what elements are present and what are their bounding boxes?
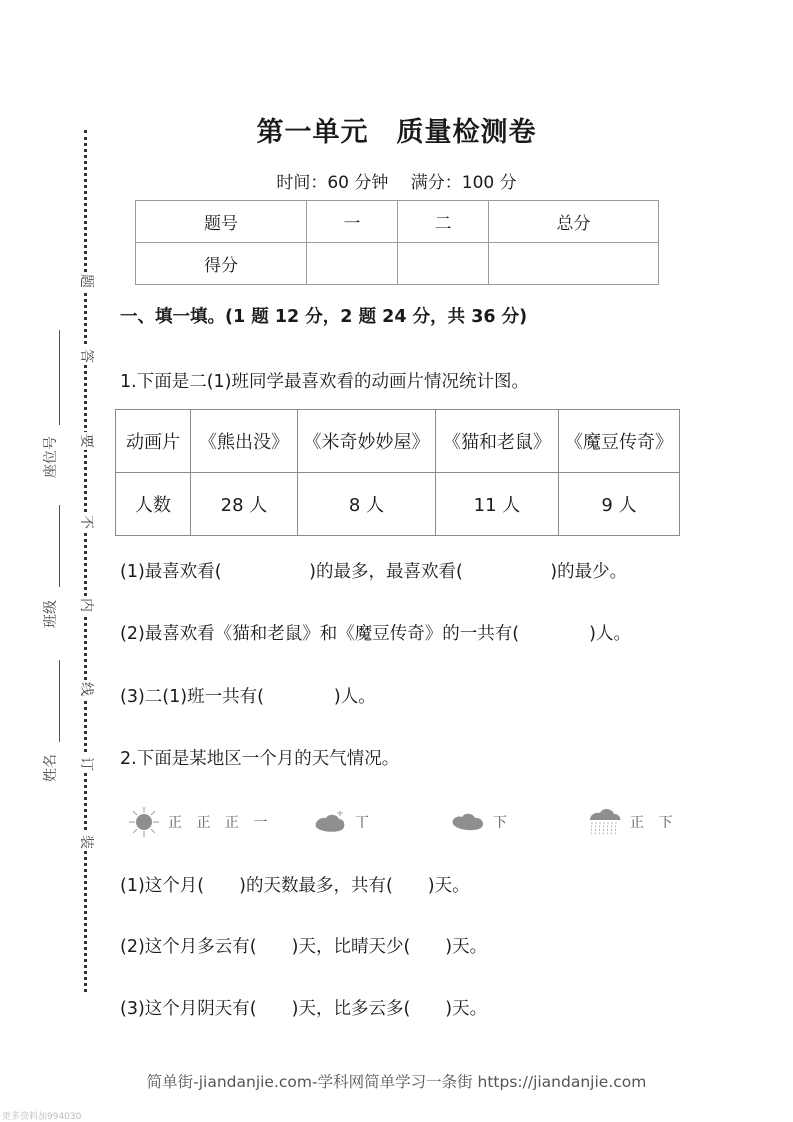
name-label: 姓名 (43, 754, 59, 782)
score-cell[interactable] (489, 243, 659, 285)
class-label: 班级 (43, 600, 59, 628)
seat-number-label: 座位号 (43, 436, 59, 478)
column-header: 二 (398, 201, 489, 243)
page-title: 第一单元 质量检测卷 (256, 117, 537, 148)
footer-watermark: 简单街-jiandanjie.com-学科网简单学习一条街 https://jiandanjie.com (146, 1073, 647, 1091)
cartoon-name: 《猫和老鼠》 (436, 410, 559, 473)
question-1-prompt: 1.下面是二(1)班同学最喜欢看的动画片情况统计图。 (120, 372, 529, 392)
cartoon-table (115, 409, 680, 536)
margin-char: 要 (78, 434, 94, 448)
margin-char: 订 (78, 757, 94, 771)
count-cell: 8 人 (298, 473, 436, 536)
count-cell: 9 人 (559, 473, 680, 536)
binding-dotted-line (84, 130, 87, 992)
tally-marks: 正 下 (630, 815, 678, 831)
margin-char: 装 (78, 835, 94, 849)
margin-char: 答 (78, 349, 94, 363)
name-line[interactable] (59, 660, 60, 742)
question-1-sub-1[interactable]: (1)最喜欢看( )的最多，最喜欢看( )的最少。 (120, 562, 628, 582)
question-2-sub-2[interactable]: (2)这个月多云有( )天，比晴天少( )天。 (120, 937, 488, 957)
weather-overcast (451, 800, 512, 844)
weather-sunny (128, 800, 272, 844)
question-1-sub-2[interactable]: (2)最喜欢看《猫和老鼠》和《魔豆传奇》的一共有( )人。 (120, 624, 631, 644)
count-cell: 11 人 (436, 473, 559, 536)
row-header: 动画片 (116, 410, 191, 473)
tally-marks: 丅 (355, 815, 374, 831)
cartoon-name: 《熊出没》 (191, 410, 298, 473)
table-row (116, 410, 680, 473)
section-heading: 一、填一填。(1 题 12 分，2 题 24 分，共 36 分) (120, 307, 528, 327)
question-1-sub-3[interactable]: (3)二(1)班一共有( )人。 (120, 687, 376, 707)
cartoon-name: 《魔豆传奇》 (559, 410, 680, 473)
cartoon-name: 《米奇妙妙屋》 (298, 410, 436, 473)
column-header: 总分 (489, 201, 659, 243)
margin-char: 内 (78, 598, 94, 612)
row-header: 得分 (136, 243, 307, 285)
score-table (135, 200, 659, 285)
score-cell[interactable] (307, 243, 398, 285)
count-cell: 28 人 (191, 473, 298, 536)
question-2-prompt: 2.下面是某地区一个月的天气情况。 (120, 749, 400, 769)
exam-time-and-score: 时间：60 分钟 满分：100 分 (276, 173, 517, 193)
overcast-icon (451, 810, 485, 834)
table-row (136, 201, 659, 243)
rain-icon (588, 806, 622, 838)
margin-char: 题 (78, 274, 94, 288)
tally-marks: 下 (493, 815, 512, 831)
row-header: 人数 (116, 473, 191, 536)
tally-marks: 正 正 正 一 (168, 815, 273, 831)
weather-rainy (588, 800, 677, 844)
class-line[interactable] (59, 505, 60, 587)
seat-number-line[interactable] (59, 330, 60, 425)
question-2-sub-3[interactable]: (3)这个月阴天有( )天，比多云多( )天。 (120, 999, 488, 1019)
column-header: 一 (307, 201, 398, 243)
table-row (136, 243, 659, 285)
table-row (116, 473, 680, 536)
margin-char: 不 (78, 515, 94, 529)
margin-char: 线 (78, 682, 94, 696)
score-cell[interactable] (398, 243, 489, 285)
corner-note: 更多资料加994030 (2, 1112, 82, 1122)
sun-icon (128, 806, 160, 838)
row-header: 题号 (136, 201, 307, 243)
weather-cloudy (313, 800, 374, 844)
question-2-sub-1[interactable]: (1)这个月( )的天数最多，共有( )天。 (120, 876, 470, 896)
cloudy-icon (313, 809, 347, 835)
